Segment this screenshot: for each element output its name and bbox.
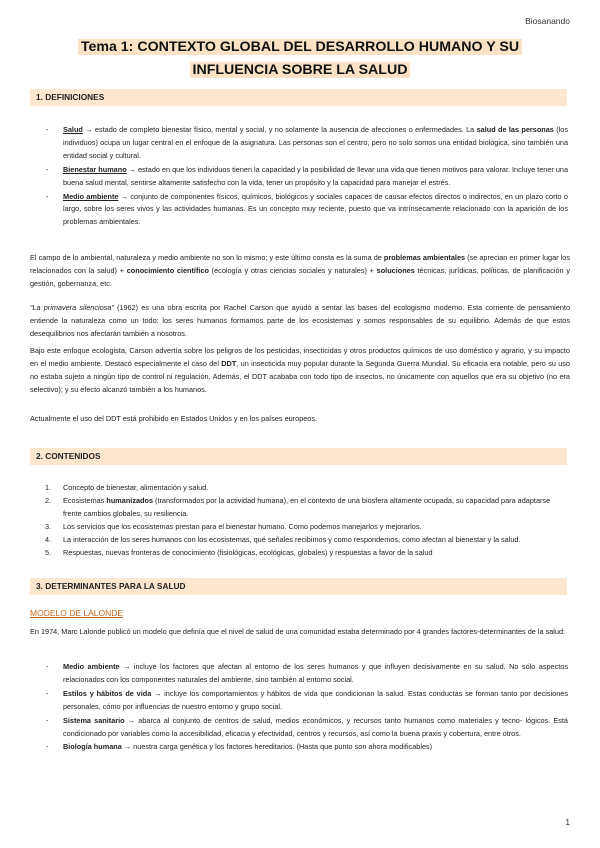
- list-item: - Estilos y hábitos de vida → incluye los comportamientos y hábitos de vida que condicionan la salud. Estas conductas se forman tanto por decisiones personales, cómo por influencias de nuestro entorno y grupo social.: [63, 688, 568, 714]
- section-contenidos: 2. CONTENIDOS: [30, 448, 567, 465]
- contents-list: [45, 482, 567, 559]
- page-number: 1: [565, 818, 570, 827]
- list-item: 4. La interacción de los seres humanos con los ecosistemas, qué señales recibimos y como respondemos, como afectan al bienestar y la salud.: [45, 534, 521, 544]
- paragraph: El campo de lo ambiental, naturaleza y medio ambiente no son lo mismo; y este último consta es la suma de problemas ambientales (se aprecian en primer lugar los relacionados con la salud) + conocimiento científico (ecología y otras ciencias sociales y naturales) + soluciones técnicas, jurídicas, políticas, de planificación y gestión, gobernanza, etc.: [30, 253, 570, 288]
- list-item: 2. Ecosistemas humanizados (transformados por la actividad humana), en el contexto de una biosfera altamente ocupada, su capacidad para adaptarse frente cambios globales, su resiliencia.: [45, 495, 551, 518]
- paragraph: En 1974, Marc Lalonde publicó un modelo que definía que el nivel de salud de una comunidad estaba determinado por 4 grandes factores-determinantes de la salud:: [30, 627, 566, 636]
- list-item: - Sistema sanitario → abarca al conjunto de centros de salud, medios económicos, y recursos tanto humanos como materiales y tecno- lógicos. Está condicionado por variables como la accesibilidad, eficacia y efectividad, centros y recursos, así como la buena praxis y cobertura, entre otros.: [63, 715, 568, 741]
- list-item: 5. Respuestas, nuevas fronteras de conocimiento (fisiológicas, ecológicas, globales) y respuestas a favor de la salud: [45, 547, 433, 557]
- list-item: 1. Concepto de bienestar, alimentación y salud.: [45, 483, 209, 492]
- brand-label: Biosanando: [525, 16, 570, 26]
- paragraph: Bajo este enfoque ecologista, Carson advertía sobre los peligros de los pesticidas, insecticidas y otros productos químicos de uso doméstico y agrario, y su impacto en el medio ambiente. Destacó especialmente el caso del DDT, un insecticida muy popular durante la Segunda Guerra Mundial. Su eficacia era notable, pero su uso no estaba sujeto a ningún tipo de control ni regulación. Además, el DDT acababa con todo tipo de insectos, no únicamente con aquellos que era su objetivo (no era selectivo); y su efecto alcanzó también a los humanos.: [30, 346, 570, 394]
- subheading-lalonde: MODELO DE LALONDE: [30, 608, 124, 618]
- list-item: 3. Los servicios que los ecosistemas prestan para el bienestar humano. Como podemos manejarlos y mejorarlos.: [45, 521, 422, 531]
- paragraph: “La primavera silenciosa” (1962) es una obra escrita por Rachel Carson que ayudó a sentar las bases del ecologismo moderno. Esta corriente de pensamiento entiende la naturaleza como un todo: los seres humanos formamos parte de los ecosistemas y somos responsables de su equilibrio. Además de que estos desequilibrios nos afectarán también a nosotros.: [30, 303, 571, 338]
- lalonde-list: [63, 661, 568, 755]
- list-item: - Medio ambiente → conjunto de componentes físicos, químicos, biológicos y sociales capaces de causar efectos directos o indirectos, en un plazo corto o largo, sobre los seres vivos y las actividades humanas. Es un concepto muy reciente, puesto que va intrínsecamente relacionado con la aparición de los problemas ambientales.: [63, 191, 568, 230]
- page-title-line2: INFLUENCIA SOBRE LA SALUD: [0, 59, 600, 82]
- list-item: - Biología humana → nuestra carga genética y los factores hereditarios. (Hasta que punto son ahora modificables): [63, 741, 568, 754]
- section-definiciones: 1. DEFINICIONES: [30, 89, 567, 106]
- section-determinantes: 3. DETERMINANTES PARA LA SALUD: [30, 578, 567, 595]
- list-item: - Medio ambiente → incluye los factores que afectan al entorno de los seres humanos y que influyen decisivamente en su salud. No sólo aspectos relacionados con los componentes naturales del ambiente, sino también al entorno social.: [63, 661, 568, 687]
- paragraph: Actualmente el uso del DDT está prohibido en Estados Unidos y en los países europeos.: [30, 414, 318, 423]
- list-item: - Bienestar humano → estado en que los individuos tienen la capacidad y la posibilidad de llevar una vida que tienen motivos para valorar. Incluye tener una buena salud mental, sentirse altamente satisfecho con la vida, tener un propósito y la capacidad para manejar el estrés.: [63, 164, 568, 190]
- page-title: Tema 1: CONTEXTO GLOBAL DEL DESARROLLO HUMANO Y SU: [0, 36, 600, 59]
- definitions-list: [63, 124, 568, 230]
- list-item: - Salud → estado de completo bienestar físico, mental y social, y no solamente la ausencia de afecciones o enfermedades. La salud de las personas (los individuos) ocupa un lugar central en el enfoque de la asignatura. Las personas son el centro, pero no solo somos una entidad biológica, sino también una entidad social y cultural.: [63, 124, 568, 163]
